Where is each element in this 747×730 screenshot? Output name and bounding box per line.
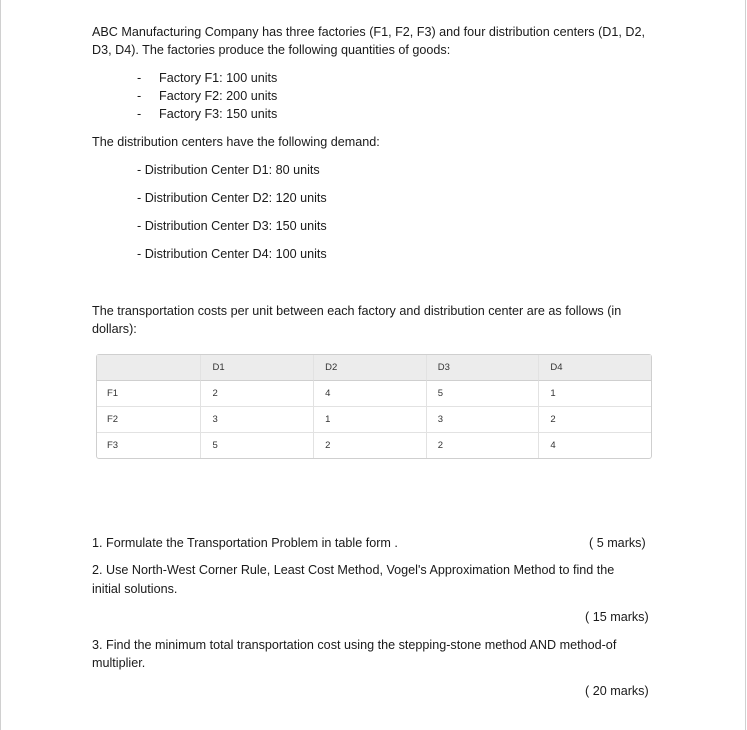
table-cell: 1 [538,381,651,407]
demand-item: - Distribution Center D3: 150 units [137,219,327,233]
question-3-line-2: multiplier. [92,656,146,670]
row-label: F2 [97,407,200,433]
factory-item: Factory F3: 150 units [159,107,278,121]
question-3-line-1: 3. Find the minimum total transportation cost using the stepping-stone method AND method-of [92,638,617,652]
table-corner-cell [97,355,200,381]
list-bullet: - [137,71,142,85]
question-1: 1. Formulate the Transportation Problem in table form . [92,536,398,550]
column-header-d2: D2 [313,355,426,381]
costs-intro-line-2: dollars): [92,322,137,336]
row-label: F3 [107,440,119,451]
factory-item: Factory F2: 200 units [159,89,278,103]
demand-heading: The distribution centers have the following demand: [92,135,380,149]
list-bullet: - [137,107,142,121]
table-cell: 4 [538,433,651,458]
demand-item: - Distribution Center D4: 100 units [137,247,327,261]
cost-table [96,354,652,459]
table-row [97,381,651,407]
page-border-left [0,0,1,730]
table-row [97,407,651,433]
list-bullet: - [137,89,142,103]
row-label: F1 [97,381,200,407]
intro-line-1: ABC Manufacturing Company has three factories (F1, F2, F3) and four distribution centers (D1, D2, [92,25,645,39]
table-cell: 3 [200,407,313,433]
table-cell: 2 [313,433,426,458]
question-2-marks: ( 15 marks) [585,610,649,624]
table-cell: 4 [313,381,426,407]
column-header-d1: D1 [200,355,313,381]
table-header-row [97,355,651,381]
column-header-d3: D3 [426,355,539,381]
question-2-line-1: 2. Use North-West Corner Rule, Least Cost Method, Vogel's Approximation Method to find the [92,563,615,577]
table-cell: 3 [426,407,539,433]
table-row [97,433,651,458]
table-cell: 2 [538,407,651,433]
demand-item: - Distribution Center D2: 120 units [137,191,327,205]
intro-line-2: D3, D4). The factories produce the following quantities of goods: [92,43,451,57]
question-3-marks: ( 20 marks) [585,684,649,698]
table-cell: 5 [426,381,539,407]
table-cell: 1 [313,407,426,433]
table-cell: 2 [426,433,539,458]
factory-item: Factory F1: 100 units [159,71,278,85]
column-header-d4: D4 [538,355,651,381]
question-1-marks: ( 5 marks) [589,536,646,550]
page-border-right [745,0,746,730]
table-cell: 5 [200,433,313,458]
table-cell: 2 [200,381,313,407]
demand-item: - Distribution Center D1: 80 units [137,163,320,177]
costs-intro-line-1: The transportation costs per unit between each factory and distribution center are as follows (in [92,304,622,318]
question-2-line-2: initial solutions. [92,582,178,596]
